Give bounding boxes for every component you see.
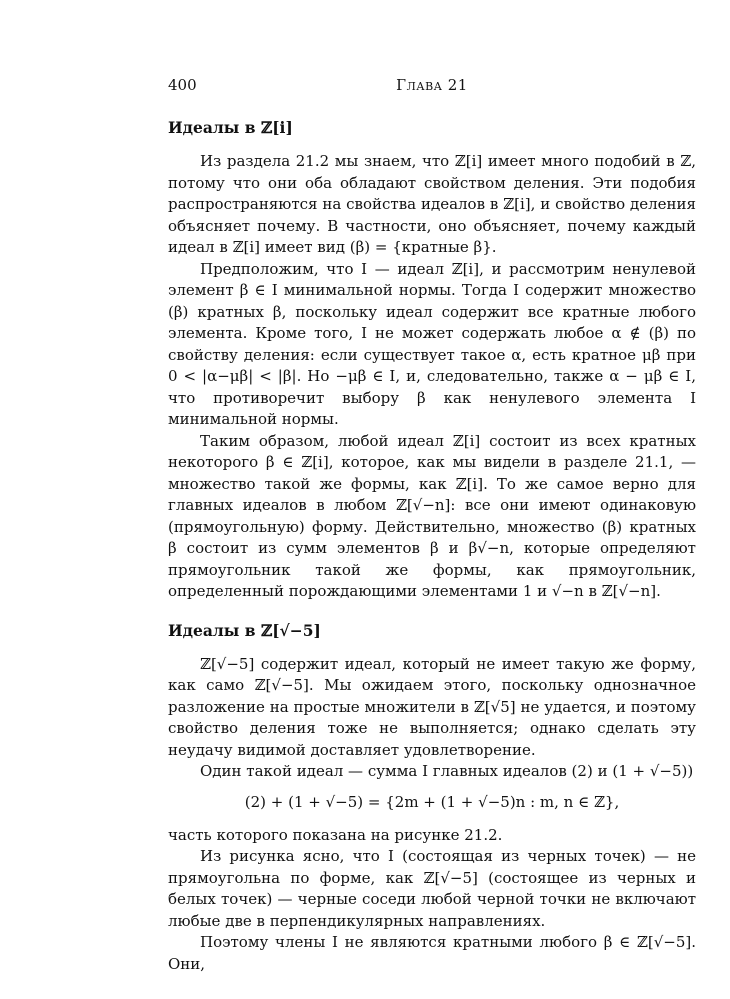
paragraph: Предположим, что I — идеал ℤ[i], и рассмотрим ненулевой элемент β ∈ I минимальной нормы. Тогда I содержит множество (β) кратных β, поскольку идеал содержит все кратные любого элемента. Кроме того, I не может содержать любое α ∉ (β) по свойству деления: если существует такое α, есть кратное μβ при 0 < |α−μβ| < |β|. Но −μβ ∈ I, и, следовательно, также α − μβ ∈ I, что противоречит выбору β как ненулевого элемента I минимальной нормы. <box>168 259 696 428</box>
display-formula: (2) + (1 + √−5) = {2m + (1 + √−5)n : m, n ∈ ℤ}, <box>244 792 620 811</box>
paragraph: часть которого показана на рисунке 21.2. <box>168 825 503 844</box>
section-heading-ideals-z-sqrt-minus5: Идеалы в ℤ[√−5] <box>168 620 321 640</box>
paragraph: Из раздела 21.2 мы знаем, что ℤ[i] имеет много подобий в ℤ, потому что они оба обладают свойством деления. Эти подобия распространяются на свойства идеалов в ℤ[i], и свойство деления объясняет почему. В частности, оно объясняет, почему каждый идеал в ℤ[i] имеет вид (β) = {кратные β}. <box>168 152 696 256</box>
running-head <box>168 76 696 100</box>
paragraph: ℤ[√−5] содержит идеал, который не имеет такую же форму, как само ℤ[√−5]. Мы ожидаем этого, поскольку однозначное разложение на простые множители в ℤ[√5] не удается, и поэтому свойство деления тоже не выполняется; однако сделать эту неудачу видимой доставляет удовлетворение. <box>168 654 696 759</box>
book-page <box>168 76 696 975</box>
paragraph: Один такой идеал — сумма I главных идеалов (2) и (1 + √−5)) <box>200 762 694 780</box>
chapter-title: Глава 21 <box>396 76 468 94</box>
section-heading-ideals-zi: Идеалы в ℤ[i] <box>168 118 293 137</box>
page-number: 400 <box>168 76 197 94</box>
paragraph: Из рисунка ясно, что I (состоящая из черных точек) — не прямоугольна по форме, как ℤ[√−5] (состоящее из черных и белых точек) — черные соседи любой черной точки не включают любые две в перпендикулярных направлениях. <box>168 847 696 930</box>
paragraph: Таким образом, любой идеал ℤ[i] состоит из всех кратных некоторого β ∈ ℤ[i], которое, как мы видели в разделе 21.1, — множество такой же формы, как ℤ[i]. То же самое верно для главных идеалов в любом ℤ[√−n]: все они имеют одинаковую (прямоугольную) форму. Действительно, множество (β) кратных β состоит из сумм элементов β и β√−n, которые определяют прямоугольник такой же формы, как прямоугольник, определенный порождающими элементами 1 и √−n в ℤ[√−n]. <box>168 431 696 600</box>
paragraph: Поэтому члены I не являются кратными любого β ∈ ℤ[√−5]. Они, <box>168 933 696 973</box>
